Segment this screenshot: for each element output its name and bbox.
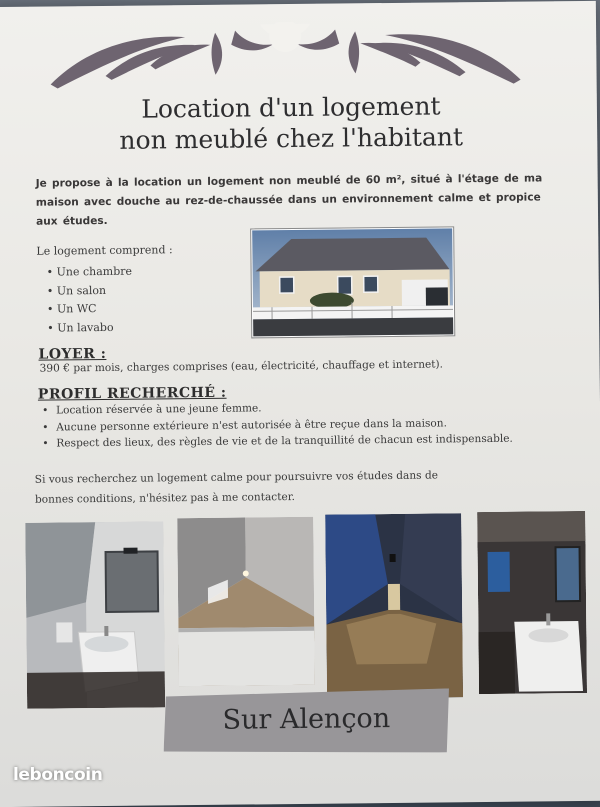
closing-line-2: bonnes conditions, n'hésitez pas à me contacter. — [35, 485, 515, 510]
closing-line-1: Si vous recherchez un logement calme pour poursuivre vos études dans de — [35, 465, 515, 490]
house-photo — [250, 226, 455, 338]
list-item: • Un salon — [47, 281, 133, 300]
profile-list — [42, 398, 522, 453]
location-banner: Sur Alençon — [163, 702, 449, 736]
page-title — [31, 89, 552, 156]
bedroom-photo — [325, 513, 463, 698]
leboncoin-watermark: leboncoin — [13, 765, 102, 785]
features-list — [47, 263, 133, 338]
rent-heading: LOYER : — [38, 346, 106, 363]
features-label: Le logement comprend : — [36, 243, 172, 257]
title-line-2: non meublé chez l'habitant — [31, 120, 551, 156]
list-item: • Respect des lieux, des règles de vie et de la tranquillité de chacun est indispensable. — [42, 431, 522, 453]
intro-paragraph — [36, 169, 551, 231]
profile-heading: PROFIL RECHERCHÉ : — [38, 385, 227, 403]
intro-line-3: aux études. — [36, 207, 550, 231]
list-item: • Un lavabo — [47, 318, 133, 337]
bathroom-photo — [25, 521, 165, 708]
list-item: • Location réservée à une jeune femme. — [42, 398, 522, 420]
list-item: • Une chambre — [47, 263, 133, 282]
list-item: • Aucune personne extérieure n'est autorisée à être reçue dans la maison. — [42, 414, 522, 436]
attic-room-photo — [177, 517, 315, 686]
flyer-paper — [0, 1, 600, 807]
title-line-1: Location d'un logement — [31, 89, 551, 125]
shower-room-photo — [477, 511, 587, 694]
rent-text: 390 € par mois, charges comprises (eau, électricité, chauffage et internet). — [40, 357, 560, 374]
intro-line-2: maison avec douche au rez-de-chaussée dans un environnement calme et propice — [36, 188, 550, 212]
closing-paragraph — [35, 465, 515, 510]
list-item: • Un WC — [47, 300, 133, 319]
intro-line-1: Je propose à la location un logement non meublé de 60 m², situé à l'étage de ma — [36, 169, 550, 193]
